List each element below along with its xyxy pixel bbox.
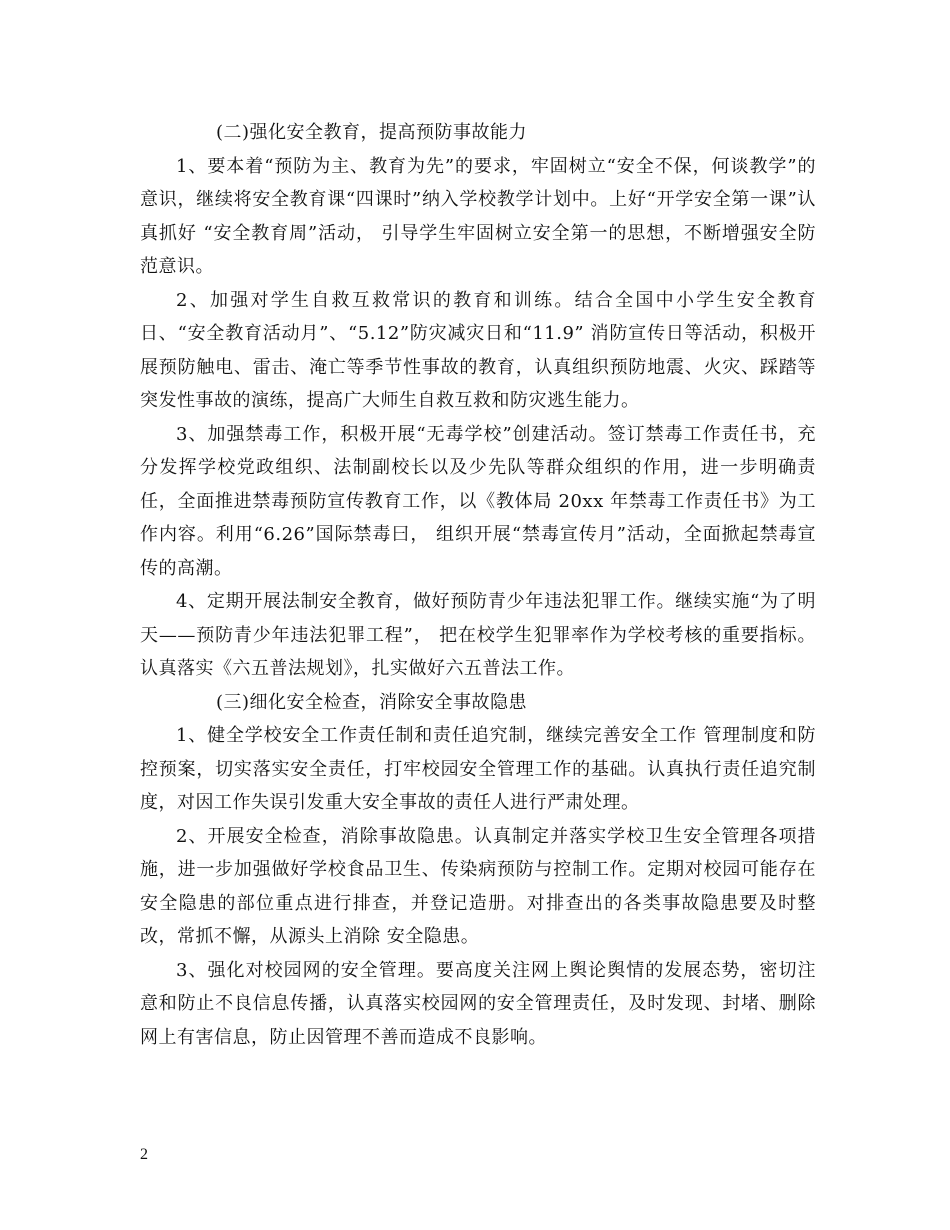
paragraph: 1、健全学校安全工作责任制和责任追究制，继续完善安全工作 管理制度和防控预案，切实落实安全责任，打牢校园安全管理工作的基础。认真执行责任追究制度，对因工作失误引发重大安全事故的责任人进行严肃处理。 bbox=[140, 725, 816, 813]
paragraph: 2、加强对学生自救互救常识的教育和训练。结合全国中小学生安全教育日、“安全教育活动月”、“5.12”防灾减灾日和“11.9” 消防宣传日等活动，积极开展预防触电、雷击、淹亡等季节性事故的教育，认真组织预防地震、火灾、踩踏等突发性事故的演练，提高广大师生自救互救和防灾逃生能力。 bbox=[140, 289, 816, 411]
paragraph: 1、要本着“预防为主、教育为先”的要求，牢固树立“安全不保，何谈教学”的意识，继续将安全教育课“四课时”纳入学校教学计划中。上好“开学安全第一课”认真抓好 “安全教育周”活动， 引导学生牢固树立安全第一的思想，不断增强安全防范意识。 bbox=[140, 155, 816, 277]
paragraph: 2、开展安全检查，消除事故隐患。认真制定并落实学校卫生安全管理各项措施，进一步加强做好学校食品卫生、传染病预防与控制工作。定期对校园可能存在安全隐患的部位重点进行排查，并登记造册。对排查出的各类事故隐患要及时整改，常抓不懈，从源头上消除 安全隐患。 bbox=[140, 825, 816, 947]
paragraph: 4、定期开展法制安全教育，做好预防青少年违法犯罪工作。继续实施“为了明天——预防青少年违法犯罪工程”， 把在校学生犯罪率作为学校考核的重要指标。认真落实《六五普法规划》，扎实做好六五普法工作。 bbox=[140, 591, 816, 679]
document-body bbox=[140, 116, 816, 1054]
section-heading: (二)强化安全教育，提高预防事故能力 bbox=[216, 122, 528, 143]
paragraph: 3、强化对校园网的安全管理。要高度关注网上舆论舆情的发展态势，密切注意和防止不良信息传播，认真落实校园网的安全管理责任，及时发现、封堵、删除网上有害信息，防止因管理不善而造成不良影响。 bbox=[140, 959, 816, 1048]
paragraph: 3、加强禁毒工作，积极开展“无毒学校”创建活动。签订禁毒工作责任书，充分发挥学校党政组织、法制副校长以及少先队等群众组织的作用，进一步明确责任，全面推进禁毒预防宣传教育工作，以《教体局 20xx 年禁毒工作责任书》为工作内容。利用“6.26”国际禁毒曰， 组织开展“禁毒宣传月”活动，全面掀起禁毒宣传的高潮。 bbox=[140, 423, 816, 579]
page-number: 2 bbox=[140, 1146, 148, 1163]
section-heading: (三)细化安全检查，消除安全事故隐患 bbox=[216, 691, 528, 713]
